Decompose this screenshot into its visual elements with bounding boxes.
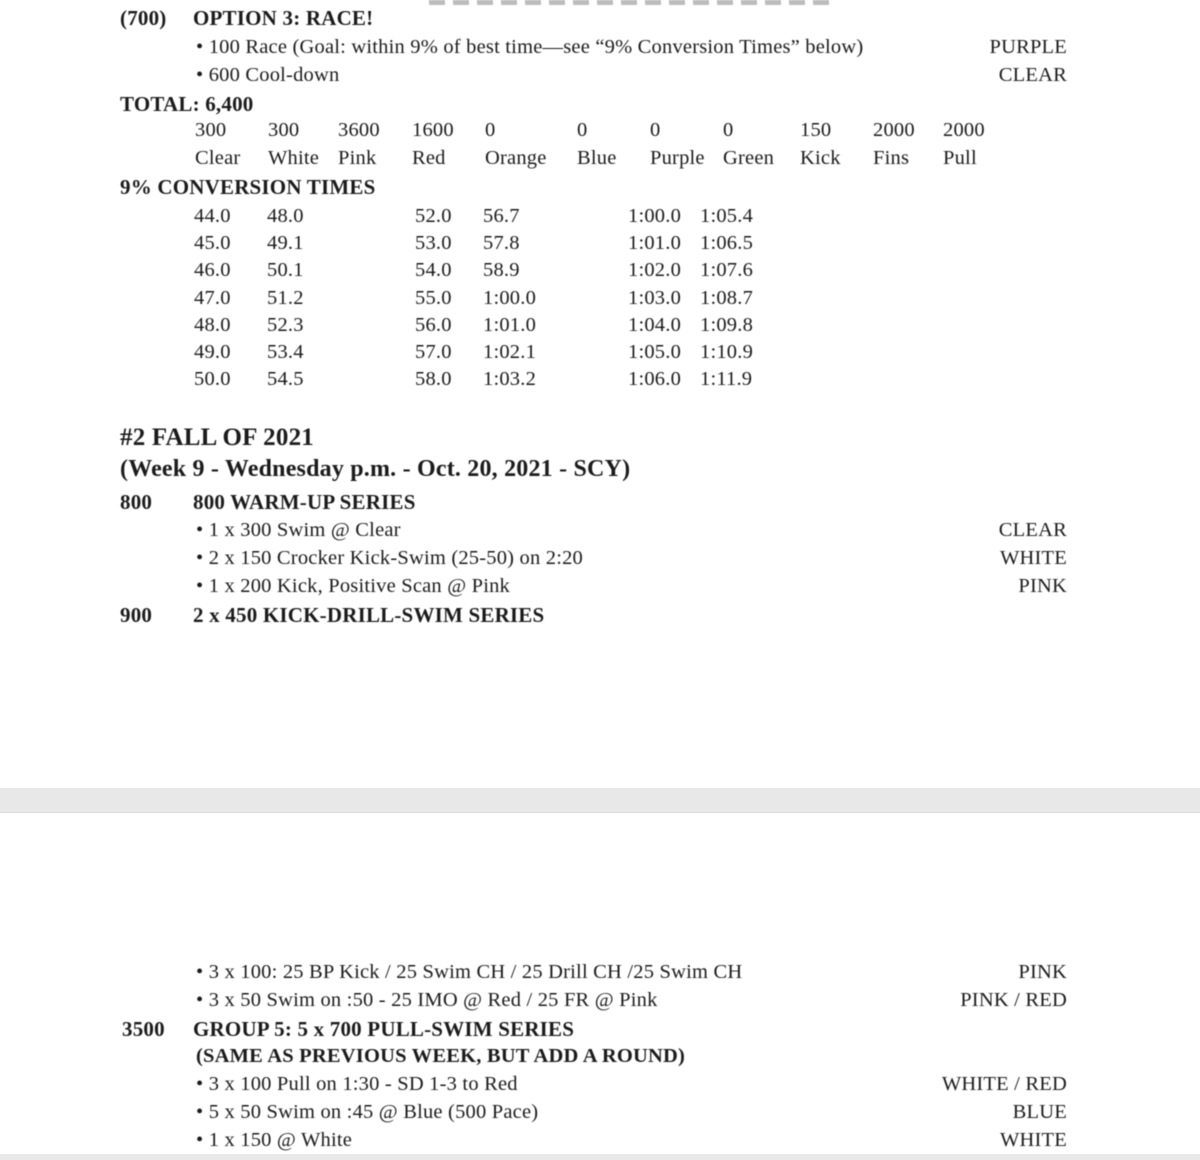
- color-label: WHITE / RED: [941, 1073, 1067, 1095]
- conversion-cell: 58.0: [415, 368, 452, 390]
- color-label: PINK / RED: [960, 989, 1067, 1011]
- page2-bullet-1: [0, 961, 1200, 989]
- warmup-title: 800 WARM-UP SERIES: [193, 490, 416, 514]
- conversion-cell: 49.1: [267, 232, 304, 254]
- warmup-heading-line: [0, 490, 1200, 518]
- conversion-cell: 52.0: [415, 205, 452, 227]
- totals-label: Red: [412, 147, 446, 169]
- color-label: PURPLE: [989, 36, 1067, 58]
- totals-value: 1600: [412, 119, 454, 141]
- option3-bullet-2: [0, 64, 1200, 92]
- conversion-cell: 1:11.9: [700, 368, 753, 390]
- conversion-cell: 1:09.8: [700, 314, 754, 336]
- section-subheading: (Week 9 - Wednesday p.m. - Oct. 20, 2021 - SCY): [120, 456, 631, 482]
- color-label: BLUE: [1012, 1101, 1067, 1123]
- color-label: WHITE: [999, 547, 1067, 569]
- conversion-cell: 1:00.0: [628, 205, 682, 227]
- yardage-code-900: 900: [120, 603, 153, 627]
- totals-label: Green: [723, 147, 775, 169]
- fall2021-heading-line: [0, 424, 1200, 458]
- conversion-row: [0, 205, 1200, 233]
- color-label: CLEAR: [998, 519, 1067, 541]
- total-label: TOTAL: 6,400: [120, 92, 254, 116]
- totals-value: 3600: [338, 119, 380, 141]
- conversion-cell: 58.9: [483, 259, 520, 281]
- conversion-cell: 1:03.0: [628, 287, 682, 309]
- group5-subtitle-line: [0, 1045, 1200, 1073]
- conversion-row: [0, 232, 1200, 260]
- totals-label: Purple: [650, 147, 705, 169]
- conversion-cell: 56.0: [415, 314, 452, 336]
- conversion-cell: 1:05.0: [628, 341, 682, 363]
- totals-values-row: [0, 119, 1200, 147]
- option3-title: OPTION 3: RACE!: [193, 6, 374, 30]
- bottom-page-gap-band: [0, 1154, 1200, 1160]
- conversion-cell: 1:10.9: [700, 341, 754, 363]
- yardage-code-3500: 3500: [122, 1017, 165, 1041]
- conversion-cell: 48.0: [267, 205, 304, 227]
- group5-bullet-1: [0, 1073, 1200, 1101]
- total-line: [0, 92, 1200, 120]
- totals-label: Pink: [338, 147, 377, 169]
- conversion-cell: 1:01.0: [483, 314, 537, 336]
- section-heading: #2 FALL OF 2021: [120, 424, 314, 451]
- totals-value: 300: [195, 119, 227, 141]
- conversion-row: [0, 314, 1200, 342]
- fall2021-subheading-line: [0, 456, 1200, 488]
- conversion-cell: 1:00.0: [483, 287, 537, 309]
- conversion-cell: 55.0: [415, 287, 452, 309]
- totals-label: Clear: [195, 147, 241, 169]
- totals-value: 2000: [943, 119, 985, 141]
- yardage-code-800: 800: [120, 490, 153, 514]
- group5-title: GROUP 5: 5 x 700 PULL-SWIM SERIES: [193, 1017, 575, 1041]
- conversion-cell: 1:07.6: [700, 259, 754, 281]
- color-label: PINK: [1018, 575, 1067, 597]
- conversion-row: [0, 287, 1200, 315]
- conversion-cell: 57.0: [415, 341, 452, 363]
- totals-value: 0: [650, 119, 661, 141]
- bullet-text: • 5 x 50 Swim on :45 @ Blue (500 Pace): [196, 1101, 539, 1123]
- conversion-cell: 1:02.1: [483, 341, 537, 363]
- bullet-text: • 600 Cool-down: [196, 64, 340, 86]
- conversion-row: [0, 368, 1200, 396]
- color-label: WHITE: [999, 1129, 1067, 1151]
- clipped-text-fragment: [429, 0, 829, 5]
- conversion-cell: 53.0: [415, 232, 452, 254]
- conversion-cell: 1:04.0: [628, 314, 682, 336]
- conversion-cell: 47.0: [194, 287, 231, 309]
- warmup-bullet-3: [0, 575, 1200, 603]
- conversion-cell: 1:06.5: [700, 232, 754, 254]
- color-label: PINK: [1018, 961, 1067, 983]
- conversion-cell: 1:03.2: [483, 368, 537, 390]
- totals-label: Fins: [873, 147, 910, 169]
- conversion-cell: 1:02.0: [628, 259, 682, 281]
- totals-value: 2000: [873, 119, 915, 141]
- kickdrill-title: 2 x 450 KICK-DRILL-SWIM SERIES: [193, 603, 545, 627]
- conversion-cell: 52.3: [267, 314, 304, 336]
- option3-heading-line: [0, 6, 1200, 34]
- totals-label: Orange: [485, 147, 547, 169]
- conversion-cell: 1:05.4: [700, 205, 754, 227]
- conversion-cell: 44.0: [194, 205, 231, 227]
- totals-value: 0: [485, 119, 496, 141]
- bullet-text: • 3 x 100: 25 BP Kick / 25 Swim CH / 25 Drill CH /25 Swim CH: [196, 961, 743, 983]
- bullet-text: • 1 x 150 @ White: [196, 1129, 353, 1151]
- conversion-row: [0, 259, 1200, 287]
- totals-value: 300: [268, 119, 300, 141]
- conversion-cell: 50.0: [194, 368, 231, 390]
- page-gap-band: [0, 788, 1200, 813]
- conversion-cell: 1:06.0: [628, 368, 682, 390]
- kickdrill-heading-line: [0, 603, 1200, 631]
- conversion-cell: 1:08.7: [700, 287, 754, 309]
- conversion-cell: 54.5: [267, 368, 304, 390]
- bullet-text: • 3 x 50 Swim on :50 - 25 IMO @ Red / 25 FR @ Pink: [196, 989, 658, 1011]
- conversion-cell: 49.0: [194, 341, 231, 363]
- bullet-text: • 1 x 200 Kick, Positive Scan @ Pink: [196, 575, 510, 597]
- warmup-bullet-2: [0, 547, 1200, 575]
- totals-value: 0: [577, 119, 588, 141]
- totals-label: White: [268, 147, 320, 169]
- totals-label: Kick: [800, 147, 841, 169]
- warmup-bullet-1: [0, 519, 1200, 547]
- conversion-title: 9% CONVERSION TIMES: [120, 175, 376, 199]
- option3-bullet-1: [0, 36, 1200, 64]
- conversion-cell: 57.8: [483, 232, 520, 254]
- totals-value: 0: [723, 119, 734, 141]
- conversion-cell: 51.2: [267, 287, 304, 309]
- color-label: CLEAR: [998, 64, 1067, 86]
- conversion-cell: 56.7: [483, 205, 520, 227]
- group5-subtitle: (SAME AS PREVIOUS WEEK, BUT ADD A ROUND): [196, 1045, 686, 1067]
- conversion-row: [0, 341, 1200, 369]
- conversion-cell: 46.0: [194, 259, 231, 281]
- totals-label: Pull: [943, 147, 977, 169]
- bullet-text: • 2 x 150 Crocker Kick-Swim (25-50) on 2:20: [196, 547, 583, 569]
- conversion-title-line: [0, 175, 1200, 203]
- yardage-code-700: (700): [120, 6, 167, 30]
- totals-value: 150: [800, 119, 832, 141]
- bullet-text: • 100 Race (Goal: within 9% of best time—see “9% Conversion Times” below): [196, 36, 864, 58]
- group5-bullet-3: [0, 1129, 1200, 1157]
- conversion-cell: 50.1: [267, 259, 304, 281]
- totals-label: Blue: [577, 147, 617, 169]
- group5-bullet-2: [0, 1101, 1200, 1129]
- page2-bullet-2: [0, 989, 1200, 1017]
- group5-heading-line: [0, 1017, 1200, 1045]
- conversion-cell: 54.0: [415, 259, 452, 281]
- bullet-text: • 3 x 100 Pull on 1:30 - SD 1-3 to Red: [196, 1073, 518, 1095]
- conversion-cell: 53.4: [267, 341, 304, 363]
- totals-labels-row: [0, 147, 1200, 175]
- conversion-cell: 45.0: [194, 232, 231, 254]
- conversion-cell: 1:01.0: [628, 232, 682, 254]
- bullet-text: • 1 x 300 Swim @ Clear: [196, 519, 401, 541]
- conversion-cell: 48.0: [194, 314, 231, 336]
